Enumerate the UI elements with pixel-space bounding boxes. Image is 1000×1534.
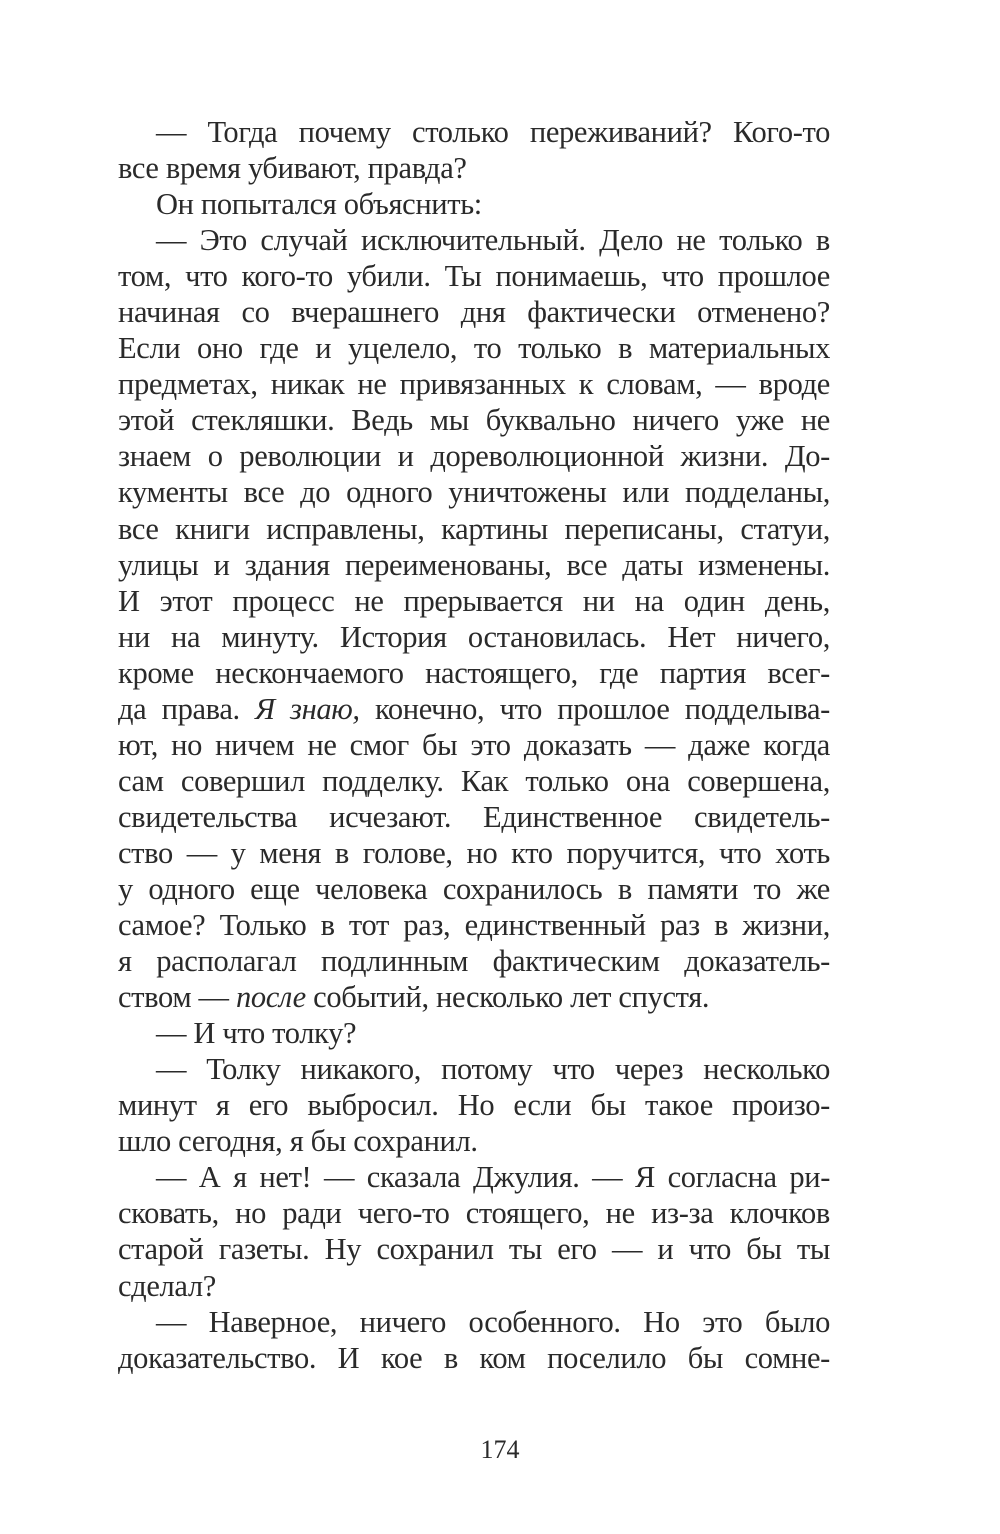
text-run: да права. xyxy=(118,691,256,726)
text-line: И этот процесс не прерывается ни на один день, xyxy=(118,583,830,618)
text-line: — Это случай исключительный. Дело не только в xyxy=(156,223,830,258)
text-run: конечно, что прошлое подделыва- xyxy=(359,691,830,726)
text-line: доказательство. И кое в ком поселило бы сомне- xyxy=(118,1340,830,1375)
text-line xyxy=(118,691,830,727)
text-line: Если оно где и уцелело, то только в материальных xyxy=(118,331,830,366)
text-line: сделал? xyxy=(118,1268,216,1303)
text-line: начиная со вчерашнего дня фактически отменено? xyxy=(118,295,830,330)
text-line: этой стекляшки. Ведь мы буквально ничего уже не xyxy=(118,403,830,438)
text-line: предметах, никак не привязанных к словам, — вроде xyxy=(118,367,830,402)
text-line: все книги исправлены, картины переписаны, статуи, xyxy=(118,511,830,546)
text-line: ство — у меня в голове, но кто поручится, что хоть xyxy=(118,835,830,870)
text-line: — Наверное, ничего особенного. Но это было xyxy=(156,1304,830,1339)
text-line: старой газеты. Ну сохранил ты его — и что бы ты xyxy=(118,1232,830,1267)
emphasis-text: Я знаю, xyxy=(255,691,360,726)
text-line: — Толку никакого, потому что через несколько xyxy=(156,1052,830,1087)
text-line: у одного еще человека сохранилось в памяти то же xyxy=(118,871,830,906)
body-text xyxy=(118,114,830,1376)
text-run: событий, несколько лет спустя. xyxy=(305,980,710,1015)
text-line: сковать, но ради чего-то стоящего, не из-за клочков xyxy=(118,1196,830,1231)
text-run: ством — xyxy=(118,980,236,1015)
text-line: — Тогда почему столько переживаний? Кого-то xyxy=(156,115,830,149)
text-line: самое? Только в тот раз, единственный раз в жизни, xyxy=(118,908,830,943)
text-line: кументы все до одного уничтожены или подделаны, xyxy=(118,475,830,510)
text-line xyxy=(118,979,830,1015)
text-line: ни на минуту. История остановилась. Нет ничего, xyxy=(118,619,830,654)
page-number: 174 xyxy=(480,1435,520,1464)
text-line: сам совершил подделку. Как только она совершена, xyxy=(118,763,830,798)
text-line: том, что кого-то убили. Ты понимаешь, что прошлое xyxy=(118,259,830,294)
text-line: — А я нет! — сказала Джулия. — Я согласна ри- xyxy=(156,1160,830,1195)
emphasis-text: после xyxy=(235,980,306,1015)
text-line: улицы и здания переименованы, все даты изменены. xyxy=(118,547,830,582)
text-line: я располагал подлинным фактическим доказатель- xyxy=(118,944,830,979)
text-line: свидетельства исчезают. Единственное свидетель- xyxy=(118,799,830,834)
text-line: шло сегодня, я бы сохранил. xyxy=(118,1124,478,1159)
text-line: минут я его выбросил. Но если бы такое произо- xyxy=(118,1088,830,1123)
text-line: Он попытался объяснить: xyxy=(156,187,482,222)
text-line: — И что толку? xyxy=(156,1016,357,1051)
text-line: знаем о революции и дореволюционной жизни. До- xyxy=(118,439,830,474)
text-line: кроме нескончаемого настоящего, где партия всег- xyxy=(118,655,830,690)
text-line: все время убивают, правда? xyxy=(118,151,467,186)
text-line: ют, но ничем не смог бы это доказать — даже когда xyxy=(118,727,830,762)
